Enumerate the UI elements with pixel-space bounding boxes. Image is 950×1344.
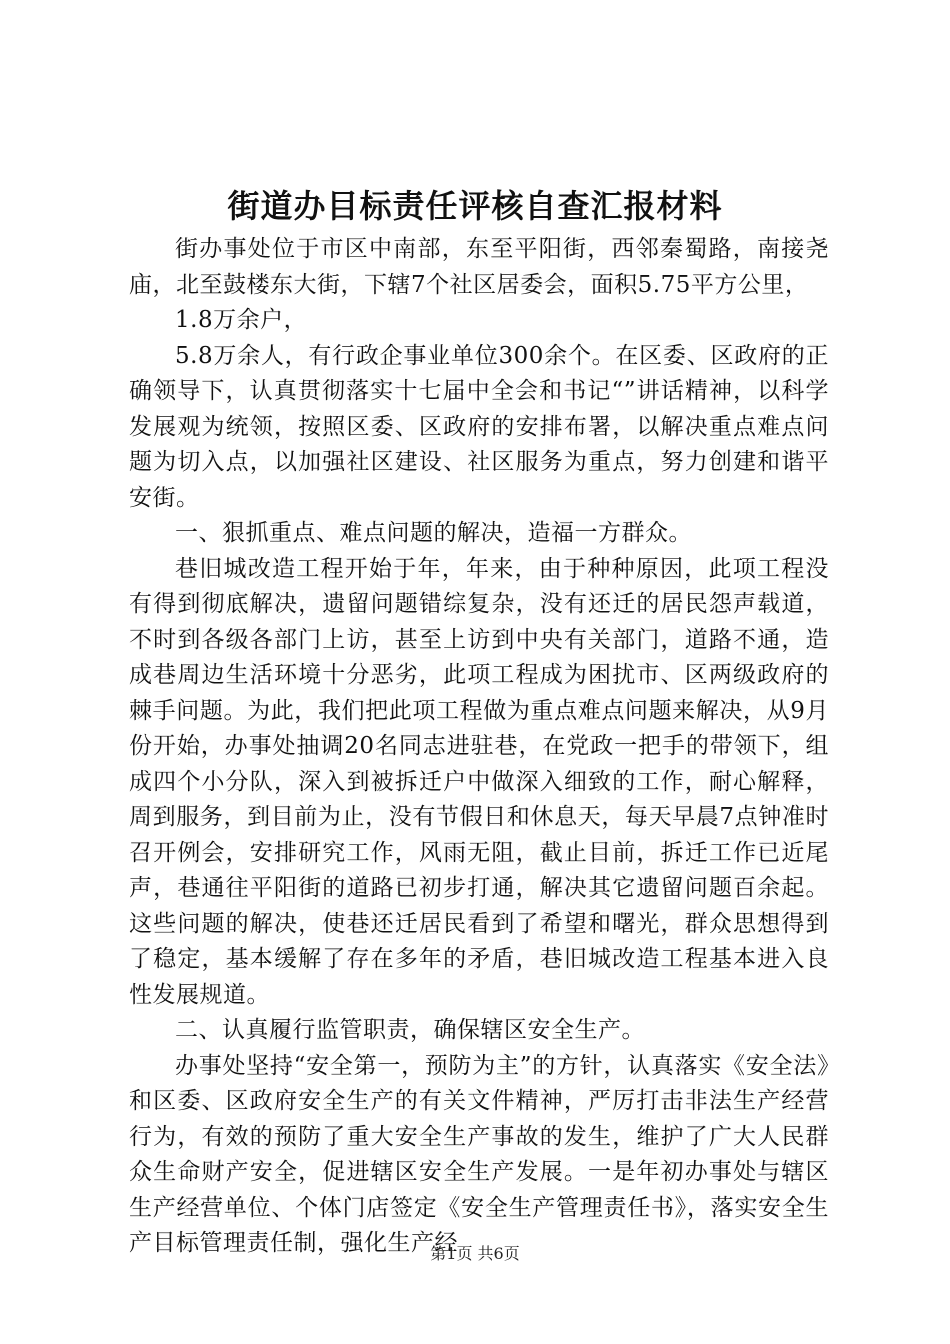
paragraph-intro: 街办事处位于市区中南部，东至平阳街，西邻秦蜀路，南接尧庙，北至鼓楼东大街，下辖7个社区居委会，面积5.75平方公里， xyxy=(129,236,829,298)
paragraph-population: 5.8万余人，有行政企事业单位300余个。在区委、区政府的正确领导下，认真贯彻落实十七届中全会和书记“”讲话精神，以科学发展观为统领，按照区委、区政府的安排布署，以解决重点难点问题为切入点，以加强社区建设、社区服务为重点，努力创建和谐平安街。 xyxy=(129,342,829,511)
section-heading-1: 一、狠抓重点、难点问题的解决，造福一方群众。 xyxy=(175,520,692,546)
paragraph-safety: 办事处坚持“安全第一，预防为主”的方针，认真落实《安全法》和区委、区政府安全生产的有关文件精神，严厉打击非法生产经营行为，有效的预防了重大安全生产事故的发生，维护了广大人民群众生命财产安全，促进辖区安全生产发展。一是年初办事处与辖区生产经营单位、个体门店签定《安全生产管理责任书》，落实安全生产目标管理责任制，强化生产经 xyxy=(129,1052,829,1256)
section-heading-2: 二、认真履行监管职责，确保辖区安全生产。 xyxy=(175,1017,645,1043)
paragraph-households: 1.8万余户， xyxy=(175,307,308,333)
page-number-footer: 第1页 共6页 xyxy=(430,1244,520,1263)
paragraph-renovation: 巷旧城改造工程开始于年，年来，由于种种原因，此项工程没有得到彻底解决，遗留问题错综复杂，没有还迁的居民怨声载道，不时到各级各部门上访，甚至上访到中央有关部门，道路不通，造成巷周边生活环境十分恶劣，此项工程成为困扰市、区两级政府的棘手问题。为此，我们把此项工程做为重点难点问题来解决，从9月份开始，办事处抽调20名同志进驻巷，在党政一把手的带领下，组成四个小分队，深入到被拆迁户中做深入细致的工作，耐心解释，周到服务，到目前为止，没有节假日和休息天，每天早晨7点钟准时召开例会，安排研究工作，风雨无阻，截止目前，拆迁工作已近尾声，巷通往平阳街的道路已初步打通，解决其它遗留问题百余起。这些问题的解决，使巷还迁居民看到了希望和曙光，群众思想得到了稳定，基本缓解了存在多年的矛盾，巷旧城改造工程基本进入良性发展规道。 xyxy=(129,555,829,1008)
document-title: 街道办目标责任评核自查汇报材料 xyxy=(227,187,723,225)
document-body xyxy=(129,232,829,1262)
